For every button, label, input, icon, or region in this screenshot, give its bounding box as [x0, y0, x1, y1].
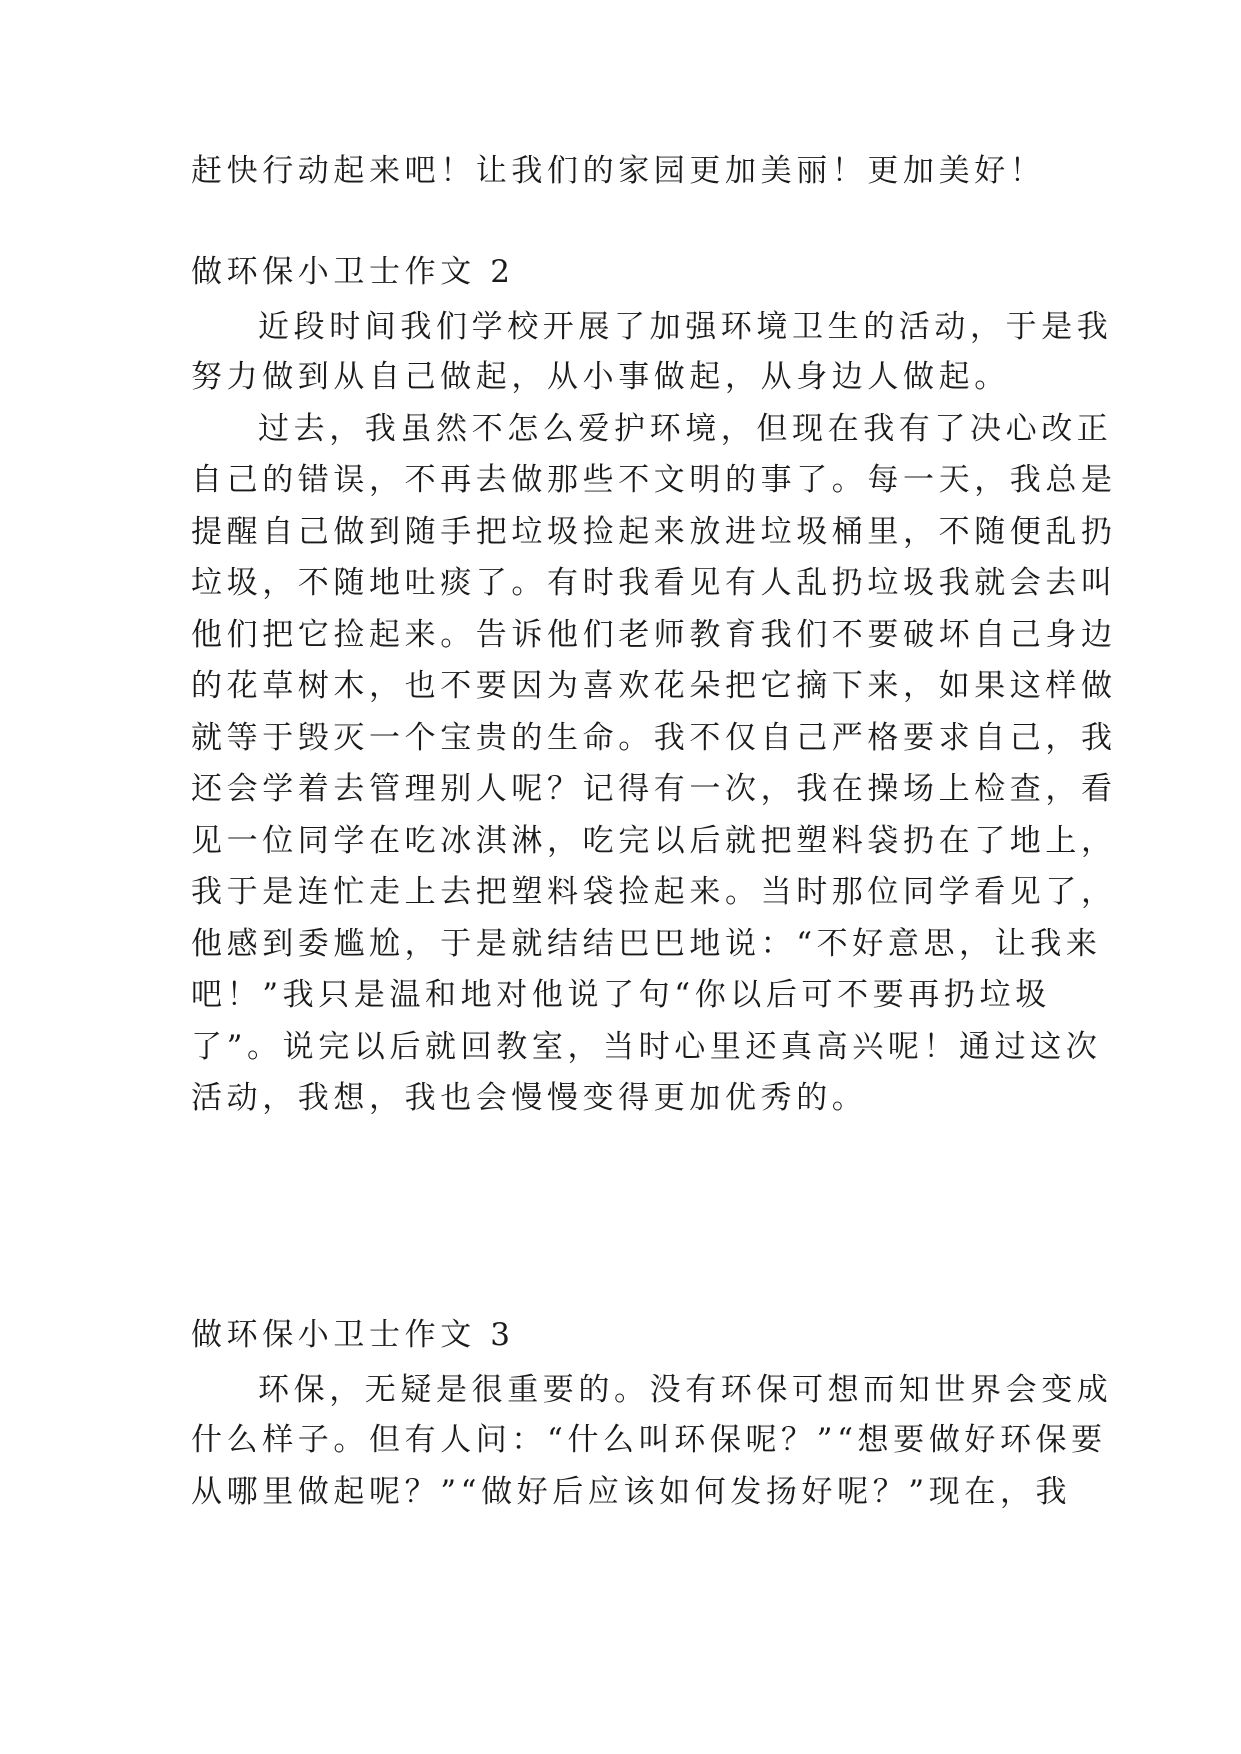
paragraph-line: 垃圾，不随地吐痰了。有时我看见有人乱扔垃圾我就会去叫: [191, 565, 1117, 601]
paragraph-line: 还会学着去管理别人呢？记得有一次，我在操场上检查，看: [191, 771, 1117, 807]
paragraph-line: 提醒自己做到随手把垃圾捡起来放进垃圾桶里，不随便乱扔: [191, 514, 1117, 550]
essay-title: 做环保小卫士作文 3: [191, 1317, 515, 1353]
paragraph-line: 我于是连忙走上去把塑料袋捡起来。当时那位同学看见了，: [191, 874, 1117, 910]
paragraph-line: 自己的错误，不再去做那些不文明的事了。每一天，我总是: [191, 462, 1117, 498]
paragraph-line: 从哪里做起呢？”“做好后应该如何发扬好呢？”现在，我: [191, 1474, 1072, 1510]
paragraph-line: 什么样子。但有人问：“什么叫环保呢？”“想要做好环保要: [191, 1422, 1107, 1458]
paragraph-line: 他感到委尴尬，于是就结结巴巴地说：“不好意思，让我来: [191, 926, 1102, 962]
paragraph-line: 近段时间我们学校开展了加强环境卫生的活动，于是我: [258, 309, 1113, 345]
paragraph-line: 活动，我想，我也会慢慢变得更加优秀的。: [191, 1080, 868, 1116]
paragraph-line: 见一位同学在吃冰淇淋，吃完以后就把塑料袋扔在了地上，: [191, 823, 1117, 859]
text-line: 赶快行动起来吧！让我们的家园更加美丽！更加美好！: [191, 153, 1046, 189]
paragraph-line: 了”。说完以后就回教室，当时心里还真高兴呢！通过这次: [191, 1029, 1102, 1065]
paragraph-line: 过去，我虽然不怎么爱护环境，但现在我有了决心改正: [258, 411, 1113, 447]
essay-title: 做环保小卫士作文 2: [191, 254, 515, 290]
paragraph-line: 努力做到从自己做起，从小事做起，从身边人做起。: [191, 359, 1010, 395]
paragraph-line: 吧！”我只是温和地对他说了句“你以后可不要再扔垃圾: [191, 977, 1051, 1013]
paragraph-line: 环保，无疑是很重要的。没有环保可想而知世界会变成: [258, 1372, 1113, 1408]
paragraph-line: 就等于毁灭一个宝贵的生命。我不仅自己严格要求自己，我: [191, 720, 1117, 756]
paragraph-line: 的花草树木，也不要因为喜欢花朵把它摘下来，如果这样做: [191, 668, 1117, 704]
paragraph-line: 他们把它捡起来。告诉他们老师教育我们不要破坏自己身边: [191, 617, 1117, 653]
